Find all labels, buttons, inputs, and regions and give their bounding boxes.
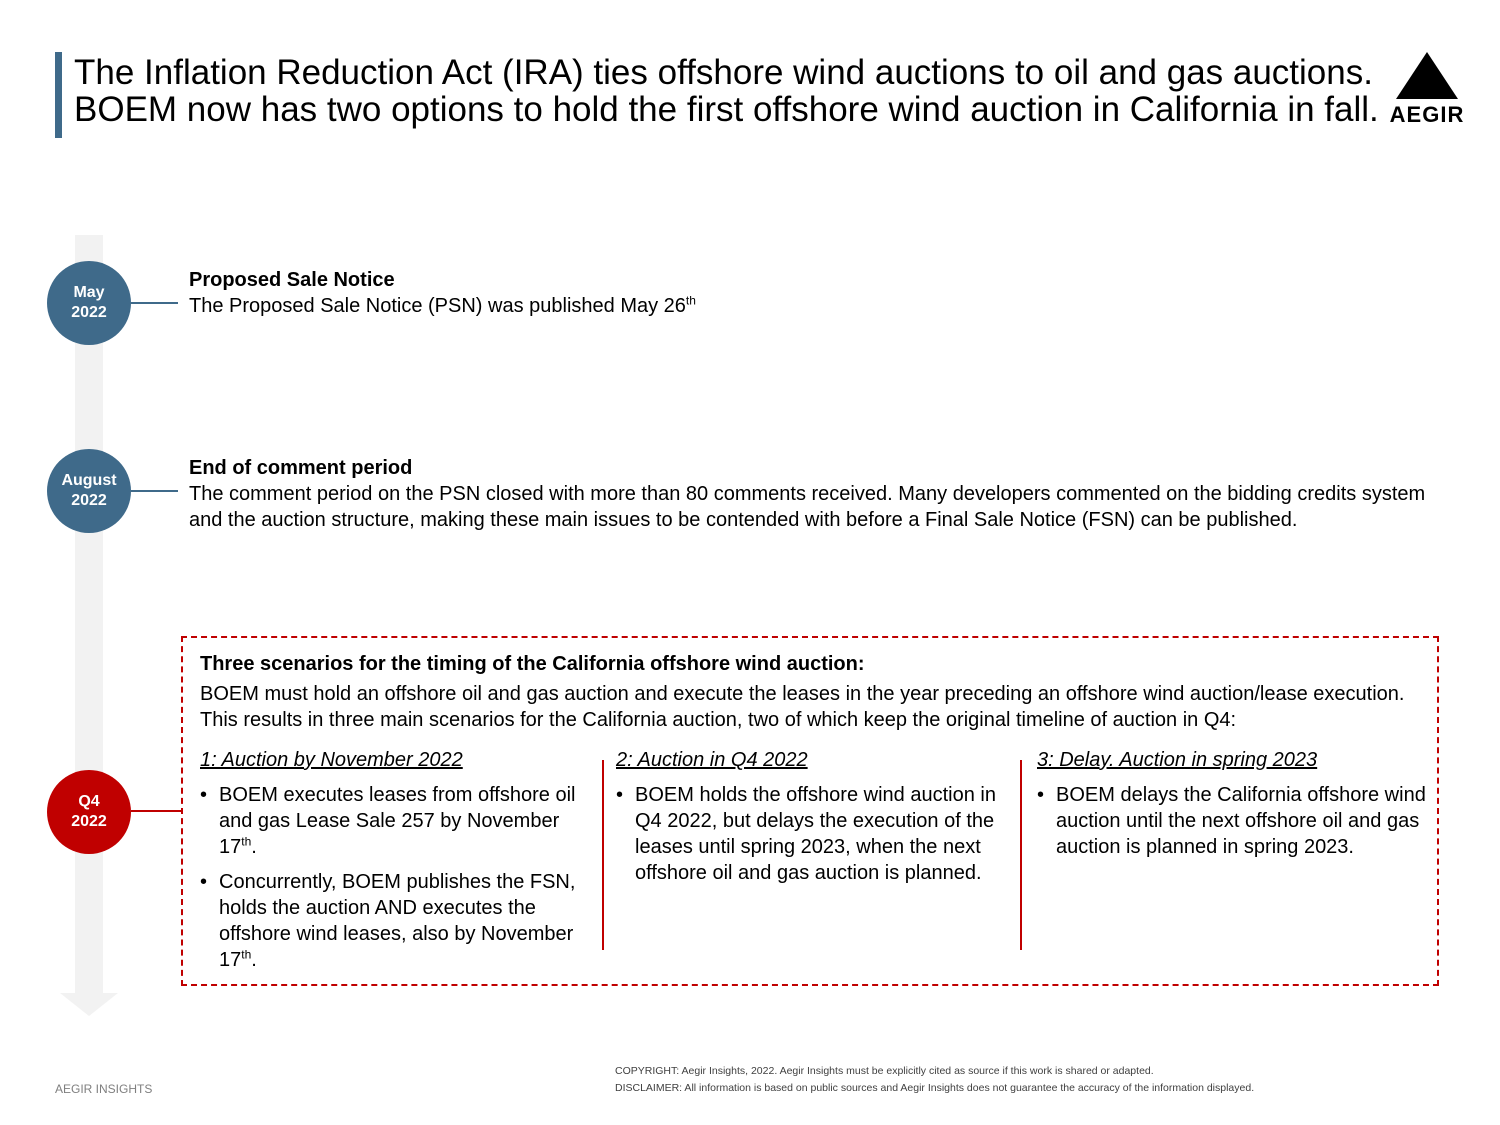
footer-brand: AEGIR INSIGHTS bbox=[55, 1082, 153, 1096]
title-accent-bar bbox=[55, 52, 62, 138]
milestone-connector bbox=[131, 810, 181, 812]
scenario-bullets bbox=[200, 782, 585, 973]
copyright-text: COPYRIGHT: Aegir Insights, 2022. Aegir Insights must be explicitly cited as source if this work is shared or adapted. bbox=[615, 1065, 1154, 1077]
event-text: The comment period on the PSN closed with more than 80 comments received. Many developers commented on the bidding credits system and the auction structure, making these main issues to be contended with before a Final Sale Notice (FSN) can be published. bbox=[189, 483, 1426, 531]
list-item: • BOEM executes leases from offshore oil and gas Lease Sale 257 by November 17th. bbox=[200, 784, 576, 858]
timeline-track bbox=[75, 235, 103, 995]
bullet-icon: • bbox=[200, 784, 208, 806]
logo-text: AEGIR bbox=[1389, 102, 1465, 127]
list-item: • Concurrently, BOEM publishes the FSN, holds the auction AND executes the offshore wind leases, also by November 17th. bbox=[200, 871, 576, 971]
event-title: End of comment period bbox=[189, 457, 413, 479]
milestone-may-2022 bbox=[47, 261, 131, 345]
milestone-year: 2022 bbox=[71, 492, 107, 509]
page-title bbox=[74, 53, 1379, 129]
scenarios-heading: Three scenarios for the timing of the California offshore wind auction: bbox=[200, 653, 865, 675]
milestone-year: 2022 bbox=[71, 813, 107, 830]
list-item: • BOEM delays the California offshore wind auction until the next offshore oil and gas auction is planned in spring 2023. bbox=[1037, 784, 1426, 858]
scenarios-intro: BOEM must hold an offshore oil and gas auction and execute the leases in the year preceding an offshore wind auction/lease execution. This results in three main scenarios for the California auction, two of which keep the original timeline of auction in Q4: bbox=[200, 683, 1405, 731]
event-end-of-comment-period bbox=[189, 455, 1434, 533]
aegir-logo bbox=[1384, 50, 1470, 130]
triangle-logo-icon bbox=[1394, 50, 1460, 100]
scenario-title: 1: Auction by November 2022 bbox=[200, 749, 463, 771]
event-title: Proposed Sale Notice bbox=[189, 269, 395, 291]
list-item: • BOEM holds the offshore wind auction in Q4 2022, but delays the execution of the leases until spring 2023, when the next offshore oil and gas auction is planned. bbox=[616, 784, 996, 884]
milestone-month: May bbox=[73, 284, 105, 301]
scenario-3 bbox=[1037, 747, 1432, 869]
event-text: The Proposed Sale Notice (PSN) was published May 26th bbox=[189, 293, 696, 317]
footer-legal bbox=[615, 1063, 1254, 1097]
scenario-1 bbox=[200, 747, 585, 982]
title-line-2: BOEM now has two options to hold the first offshore wind auction in California in fall. bbox=[74, 90, 1379, 129]
bullet-icon: • bbox=[616, 784, 624, 806]
disclaimer-text: DISCLAIMER: All information is based on public sources and Aegir Insights does not guarantee the accuracy of the information displayed. bbox=[615, 1082, 1255, 1094]
bullet-icon: • bbox=[1037, 784, 1045, 806]
milestone-q4-2022 bbox=[47, 770, 131, 854]
scenario-title: 3: Delay. Auction in spring 2023 bbox=[1037, 749, 1318, 771]
milestone-august-2022 bbox=[47, 449, 131, 533]
scenario-bullets bbox=[1037, 782, 1432, 860]
milestone-month: August bbox=[61, 472, 117, 489]
milestone-month: Q4 bbox=[78, 793, 100, 810]
timeline-arrow-icon bbox=[60, 993, 118, 1016]
milestone-connector bbox=[131, 302, 178, 304]
event-proposed-sale-notice bbox=[189, 267, 696, 319]
milestone-year: 2022 bbox=[71, 304, 107, 321]
scenario-title: 2: Auction in Q4 2022 bbox=[616, 749, 808, 771]
title-line-1: The Inflation Reduction Act (IRA) ties offshore wind auctions to oil and gas auctions. bbox=[74, 53, 1373, 92]
scenario-divider bbox=[602, 760, 604, 950]
bullet-icon: • bbox=[200, 871, 208, 893]
scenario-bullets bbox=[616, 782, 1001, 886]
scenario-2 bbox=[616, 747, 1001, 895]
scenario-divider bbox=[1020, 760, 1022, 950]
milestone-connector bbox=[131, 490, 178, 492]
